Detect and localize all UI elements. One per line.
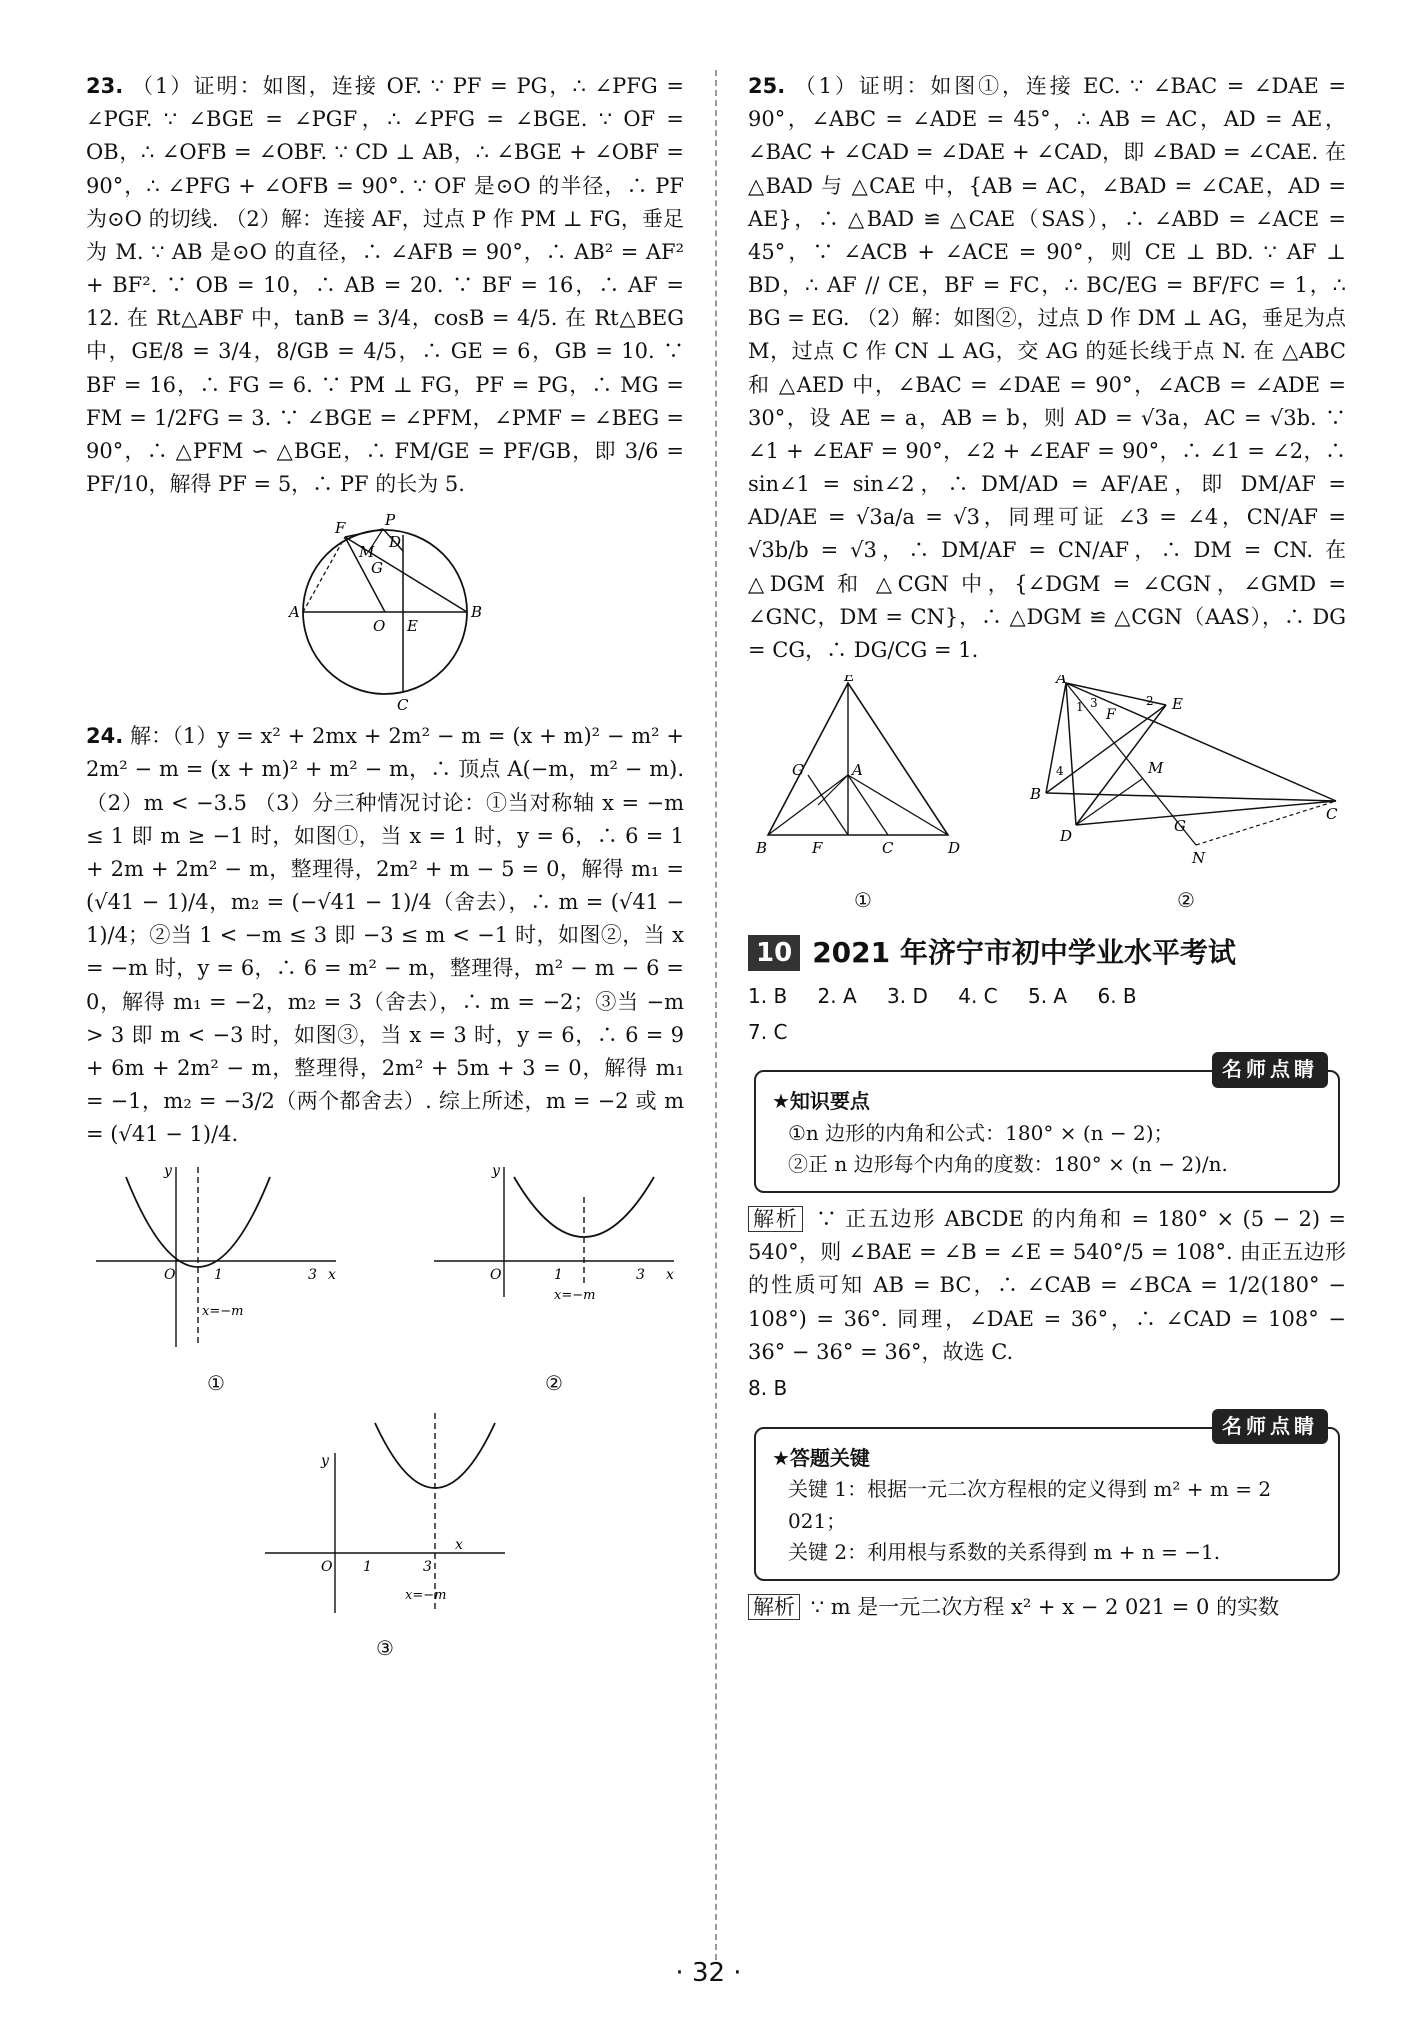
answer-8: 8. B: [748, 1375, 788, 1400]
label-C: C: [397, 696, 409, 713]
answer-item: 2. A: [817, 984, 857, 1009]
question-23: [86, 70, 684, 501]
graph-1-y-label: y: [164, 1163, 172, 1180]
tip-heading: ★知识要点: [772, 1089, 870, 1114]
graph-2-origin: O: [490, 1267, 502, 1284]
parabola-graphs-row: [86, 1157, 684, 1399]
section-heading: 2021 年济宁市初中学业水平考试: [812, 935, 1236, 969]
graph-3-tick-3: 3: [423, 1559, 432, 1576]
graph-1: [86, 1157, 346, 1399]
tip-box-knowledge: [754, 1057, 1340, 1193]
question-number: 24.: [86, 724, 124, 749]
right-column: [748, 70, 1346, 1628]
answer-7: 7. C: [748, 1019, 788, 1044]
fig25b-label-G: G: [1174, 817, 1186, 836]
tip-box-key: [754, 1413, 1340, 1581]
label-D: D: [389, 533, 402, 552]
graph-2-x-label: x: [666, 1267, 674, 1284]
answer-item: 6. B: [1097, 984, 1137, 1009]
graph-3: [255, 1403, 515, 1665]
graph-2-tick-1: 1: [554, 1267, 563, 1284]
figure-25-1-caption: ①: [854, 888, 872, 913]
graph-2-axis-label: x=−m: [554, 1288, 596, 1304]
label-O: O: [373, 617, 386, 636]
graph-1-x-label: x: [328, 1267, 336, 1284]
fig25a-label-B: B: [756, 839, 768, 858]
graph-1-tick-1: 1: [214, 1267, 223, 1284]
question-text: （1）证明：如图，连接 OF. ∵ PF = PG，∴ ∠PFG = ∠PGF. ∵ ∠BGE = ∠PGF，∴ ∠PFG = ∠BGE. ∵ OF = OB，∴ ∠OFB = ∠OBF. ∵ CD ⊥ AB，∴ ∠BGE + ∠OBF = 90°，∴ ∠PFG + ∠OFB = 90°. ∵ OF 是⊙O 的半径，∴ PF 为⊙O 的切线. （2）解：连接 AF，过点 P 作 PM ⊥ FG，垂足为 M. ∵ AB 是⊙O 的直径，∴ ∠AFB = 90°，∴ AB² = AF² + BF². ∵ OB = 10，∴ AB = 20. ∵ BF = 16，∴ AF = 12. 在 Rt△ABF 中，tanB = 3/4，cosB = 4/5. 在 Rt△BEG 中，GE/8 = 3/4，8/GB = 4/5，∴ GE = 6，GB = 10. ∵ BF = 16，∴ FG = 6. ∵ PM ⊥ FG，PF = PG，∴ MG = FM = 1/2FG = 3. ∵ ∠BGE = ∠PFM，∠PMF = ∠BEG = 90°，∴ △PFM ∽ △BGE，∴ FM/GE = PF/GB，即 3/6 = PF/10，解得 PF = 5，∴ PF 的长为 5.: [86, 74, 684, 497]
fig25b-label-N: N: [1192, 849, 1206, 868]
circle-figure-23: [285, 507, 485, 712]
graph-3-tick-1: 1: [363, 1559, 372, 1576]
answer-item: 3. D: [887, 984, 928, 1009]
fig25b-angle-4: 4: [1056, 764, 1064, 779]
label-B: B: [471, 603, 483, 622]
fig25b-angle-1: 1: [1076, 700, 1084, 715]
analysis-8: [748, 1591, 1346, 1624]
section-title: [748, 931, 1346, 975]
answer-list: [748, 981, 1346, 1013]
tip-line: ②正 n 边形每个内角的度数：180° × (n − 2)/n.: [788, 1152, 1228, 1177]
section-number: 10: [748, 935, 800, 971]
graph-3-axis-label: x=−m: [405, 1588, 447, 1604]
label-E: E: [407, 617, 418, 636]
tip-line: 关键 2：利用根与系数的关系得到 m + n = −1.: [788, 1540, 1221, 1565]
tip-tag: 名师点睛: [1212, 1052, 1328, 1088]
tip-line: ①n 边形的内角和公式：180° × (n − 2)；: [788, 1120, 1174, 1145]
label-M: M: [359, 543, 375, 562]
analysis-text: ∵ 正五边形 ABCDE 的内角和 = 180° × (5 − 2) = 540°，则 ∠BAE = ∠B = ∠E = 540°/5 = 108°. 由正五边形的性质可知 AB = BC，∴ ∠CAB = ∠BCA = 1/2(180° − 108°) = 36°. 同理，∠DAE = 36°，∴ ∠CAD = 108° − 36° − 36° = 36°，故选 C.: [748, 1207, 1347, 1364]
answer-item: 5. A: [1027, 984, 1068, 1009]
graph-1-caption: ①: [207, 1370, 225, 1395]
graph-2-tick-3: 3: [636, 1267, 645, 1284]
fig25b-label-M: M: [1148, 759, 1164, 778]
question-24: [86, 720, 684, 1151]
label-A: A: [289, 603, 300, 622]
fig25b-label-F: F: [1106, 707, 1116, 724]
graph-2-y-label: y: [492, 1163, 500, 1180]
left-column: [86, 70, 684, 1665]
graph-3-caption: ③: [376, 1636, 394, 1661]
tip-heading: ★答题关键: [772, 1445, 870, 1470]
fig25b-label-A: A: [1056, 675, 1067, 688]
figure-25-1: [748, 675, 978, 917]
label-F: F: [335, 519, 346, 538]
fig25a-label-D: D: [948, 839, 961, 858]
fig25b-angle-2: 2: [1146, 694, 1154, 709]
answer-item: 4. C: [958, 984, 998, 1009]
analysis-label: 解析: [748, 1594, 800, 1620]
column-divider: [715, 70, 717, 1960]
fig25b-label-E: E: [1172, 695, 1183, 714]
question-text: 解：（1）y = x² + 2mx + 2m² − m = (x + m)² − m² + 2m² − m = (x + m)² + m² − m，∴ 顶点 A(−m，m² − m). （2）m < −3.5 （3）分三种情况讨论：①当对称轴 x = −m ≤ 1 即 m ≥ −1 时，如图①，当 x = 1 时，y = 6，∴ 6 = 1 + 2m + 2m² − m，整理得，2m² + m − 5 = 0，解得 m₁ = (√41 − 1)/4，m₂ = (−√41 − 1)/4（舍去），∴ m = (√41 − 1)/4；②当 1 < −m ≤ 3 即 −3 ≤ m < −1 时，如图②，当 x = −m 时，y = 6，∴ 6 = m² − m，整理得，m² − m − 6 = 0，解得 m₁ = −2，m₂ = 3（舍去），∴ m = −2；③当 −m > 3 即 m < −3 时，如图③，当 x = 3 时，y = 6，∴ 6 = 9 + 6m + 2m² − m，整理得，2m² + 5m + 3 = 0，解得 m₁ = −1，m₂ = −3/2（两个都舍去）. 综上所述，m = −2 或 m = (√41 − 1)/4.: [86, 724, 684, 1147]
graph-1-origin: O: [164, 1267, 176, 1284]
graph-2: [424, 1157, 684, 1399]
analysis-7: [748, 1203, 1346, 1369]
graph-1-tick-3: 3: [308, 1267, 317, 1284]
label-G: G: [371, 559, 383, 578]
question-text: （1）证明：如图①，连接 EC. ∵ ∠BAC = ∠DAE = 90°，∠ABC = ∠ADE = 45°，∴ AB = AC，AD = AE，∠BAC + ∠CAD = ∠DAE + ∠CAD，即 ∠BAD = ∠CAE. 在 △BAD 与 △CAE 中，{AB = AC，∠BAD = ∠CAE，AD = AE}，∴ △BAD ≌ △CAE（SAS），∴ ∠ABD = ∠ACE = 45°，∵ ∠ACB + ∠ACE = 90°，则 CE ⊥ BD. ∵ AF ⊥ BD，∴ AF // CE，BF = FC，∴ BC/EG = BF/FC = 1，∴ BG = EG. （2）解：如图②，过点 D 作 DM ⊥ AG，垂足为点 M，过点 C 作 CN ⊥ AG，交 AG 的延长线于点 N. 在 △ABC 和 △AED 中，∠BAC = ∠DAE = 90°，∠ACB = ∠ADE = 30°，设 AE = a，AB = b，则 AD = √3a，AC = √3b. ∵ ∠1 + ∠EAF = 90°，∠2 + ∠EAF = 90°，∴ ∠1 = ∠2，∴ sin∠1 = sin∠2，∴ DM/AD = AF/AE，即 DM/AF = AD/AE = √3a/a = √3，同理可证 ∠3 = ∠4，CN/AF = √3b/b = √3，∴ DM/AF = CN/AF，∴ DM = CN. 在 △DGM 和 △CGN 中，{∠DGM = ∠CGN，∠GMD = ∠GNC，DM = CN}，∴ △DGM ≌ △CGN（AAS），∴ DG = CG，∴ DG/CG = 1.: [748, 74, 1346, 662]
question-number: 23.: [86, 74, 124, 98]
fig25a-label-F: F: [812, 839, 823, 858]
fig25a-label-A: A: [852, 761, 863, 780]
figure-25-2: [1026, 675, 1346, 917]
graph-3-x-label: x: [455, 1537, 463, 1554]
triangle-figures-row: [748, 675, 1346, 917]
page-number: · 32 ·: [675, 1957, 742, 1988]
tip-tag: 名师点睛: [1212, 1409, 1328, 1445]
question-number: 25.: [748, 74, 786, 98]
graph-1-axis-label: x=−m: [202, 1304, 244, 1320]
fig25b-angle-3: 3: [1090, 696, 1098, 711]
fig25a-label-E: E: [844, 675, 855, 686]
fig25b-label-C: C: [1326, 805, 1338, 824]
graph-3-origin: O: [321, 1559, 333, 1576]
figure-25-2-caption: ②: [1177, 888, 1195, 913]
fig25a-label-G: G: [792, 761, 804, 780]
fig25b-label-B: B: [1030, 785, 1042, 804]
analysis-text: ∵ m 是一元二次方程 x² + x − 2 021 = 0 的实数: [810, 1594, 1280, 1619]
graph-3-y-label: y: [321, 1453, 329, 1470]
tip-line: 关键 1：根据一元二次方程根的定义得到 m² + m = 2 021；: [788, 1477, 1272, 1533]
label-P: P: [385, 511, 396, 530]
fig25a-label-C: C: [882, 839, 894, 858]
analysis-label: 解析: [748, 1206, 803, 1232]
question-25: [748, 70, 1346, 667]
graph-2-caption: ②: [545, 1370, 563, 1395]
fig25b-label-D: D: [1060, 827, 1073, 846]
answer-item: 1. B: [748, 984, 788, 1009]
